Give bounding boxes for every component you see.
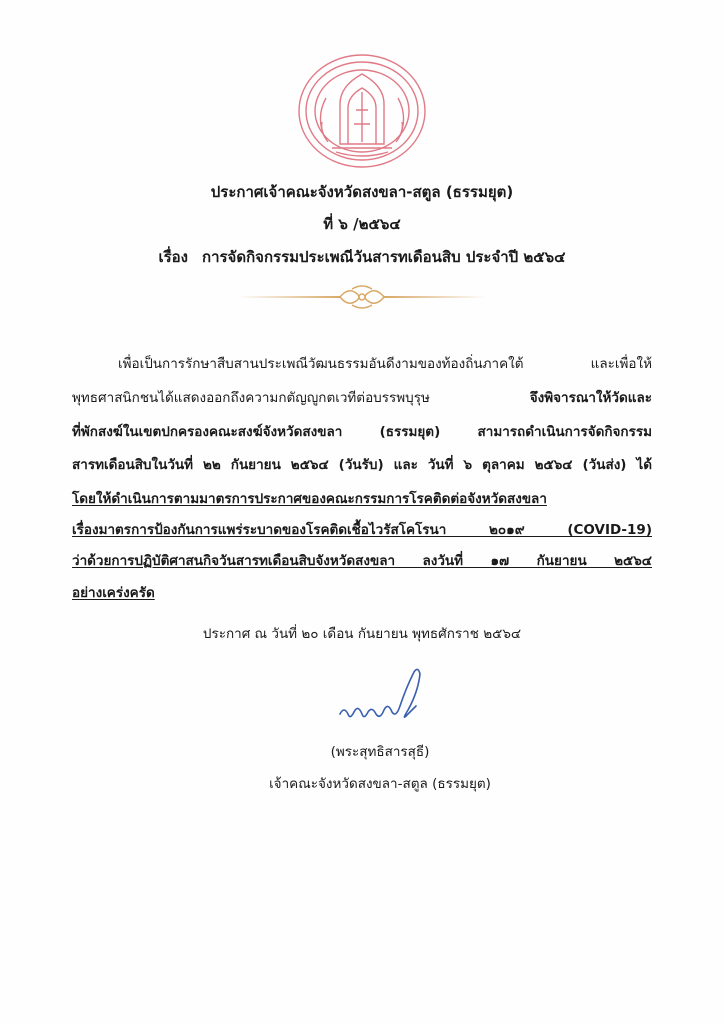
temple-seal-icon xyxy=(296,52,428,170)
body-line xyxy=(72,386,652,408)
body-segment-bold: จึงพิจารณาให้วัดและ xyxy=(529,390,652,406)
subject-text: การจัดกิจกรรมประเพณีวันสารทเดือนสิบ ประจำปี ๒๕๖๔ xyxy=(201,248,566,266)
announcement-dateline: ประกาศ ณ วันที่ ๒๐ เดือน กันยายน พุทธศักราช ๒๕๖๔ xyxy=(202,626,522,642)
body-line: เรื่องมาตรการป้องกันการแพร่ระบาดของโรคติดเชื้อไวรัสโคโรนา ๒๐๑๙ (COVID-19) xyxy=(72,522,652,538)
announcement-title: ประกาศเจ้าคณะจังหวัดสงขลา-สตูล (ธรรมยุต) xyxy=(210,183,514,201)
announcement-subject xyxy=(0,245,724,269)
body-line: เพื่อเป็นการรักษาสืบสานประเพณีวัฒนธรรมอันดีงามของท้องถิ่นภาคใต้ และเพื่อให้ xyxy=(118,356,652,372)
body-line: ว่าด้วยการปฏิบัติศาสนกิจวันสารทเดือนสิบจังหวัดสงขลา ลงวันที่ ๑๗ กันยายน ๒๕๖๔ xyxy=(72,553,652,569)
body-line: อย่างเคร่งครัด xyxy=(72,585,155,601)
body-line: โดยให้ดำเนินการตามมาตรการประกาศของคณะกรรมการโรคติดต่อจังหวัดสงขลา xyxy=(72,491,547,507)
signatory-name: (พระสุทธิสารสุธี) xyxy=(330,744,430,760)
ornamental-divider-icon xyxy=(238,283,486,311)
subject-label: เรื่อง xyxy=(158,248,188,266)
handwritten-signature-icon xyxy=(336,662,436,728)
signatory-title: เจ้าคณะจังหวัดสงขลา-สตูล (ธรรมยุต) xyxy=(269,776,491,792)
body-line: สารทเดือนสิบในวันที่ ๒๒ กันยายน ๒๕๖๔ (วันรับ) และ วันที่ ๖ ตุลาคม ๒๕๖๔ (วันส่ง) ได้ xyxy=(72,457,652,473)
body-line: ที่พักสงฆ์ในเขตปกครองคณะสงฆ์จังหวัดสงขลา (ธรรมยุต) สามารถดำเนินการจัดกิจกรรม xyxy=(72,424,652,440)
body-segment: พุทธศาสนิกชนได้แสดงออกถึงความกตัญญูกตเวทีต่อบรรพบุรุษ xyxy=(72,390,430,406)
announcement-number: ที่ ๖ /๒๕๖๔ xyxy=(323,215,401,233)
